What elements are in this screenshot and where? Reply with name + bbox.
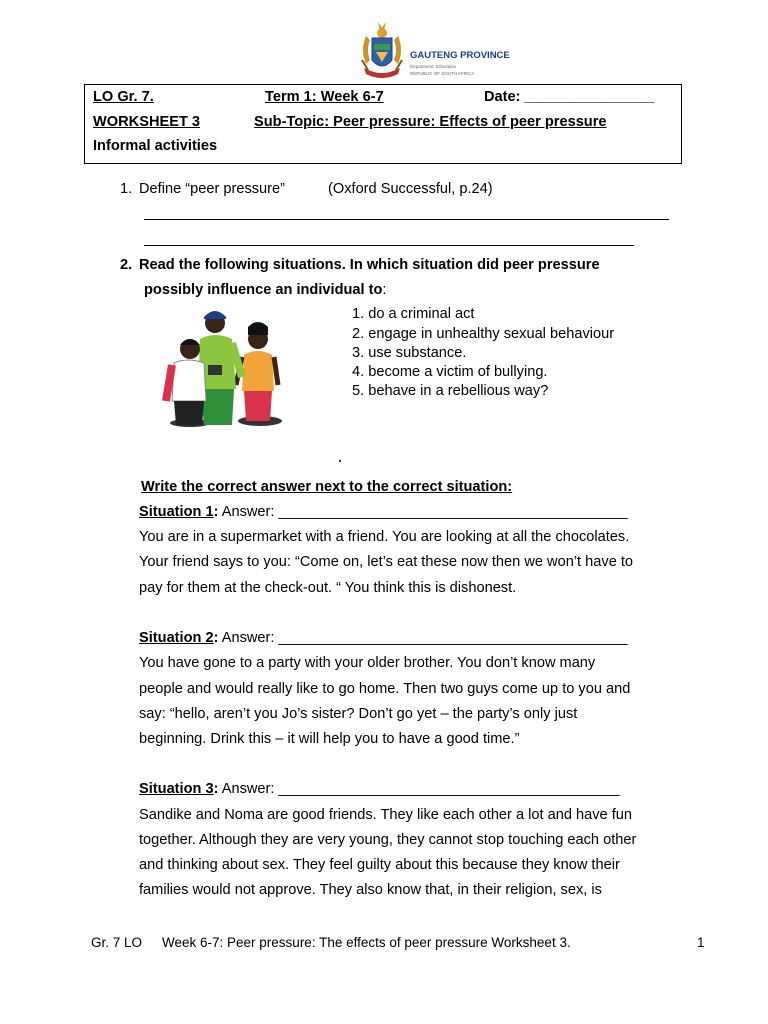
situation-3-header [139,781,619,797]
logo-title: GAUTENG PROVINCE [410,50,510,61]
page-number: 1 [697,935,705,950]
situation-2-text: say: “hello, aren’t you Jo’s sister? Don’t go yet – the party’s only just [139,706,578,722]
situation-2-answer[interactable]: Answer: ___________________________________________ [218,630,628,646]
grade-label: LO Gr. 7. [93,89,154,105]
situation-1-answer[interactable]: Answer: ___________________________________________ [218,504,628,520]
worksheet-label: WORKSHEET 3 [93,114,201,130]
subtopic-label: Sub-Topic: Peer pressure: Effects of peer pressure [254,114,607,130]
q1-text: Define “peer pressure” [139,181,286,197]
situation-3-text: and thinking about sex. They feel guilty about this because they know their [139,857,620,873]
situation-2-text: You have gone to a party with your older brother. You don’t know many [139,655,596,671]
option-item: 4. become a victim of bullying. [352,364,548,380]
option-item: 3. use substance. [352,345,467,361]
situation-1-colon: : [213,504,219,520]
logo-department: Department: Education [410,64,457,69]
gauteng-logo [356,20,510,86]
footer-title: Week 6-7: Peer pressure: The effects of peer pressure Worksheet 3. [162,935,571,950]
situation-1-text: Your friend says to you: “Come on, let’s eat these now then we won’t have to [139,554,634,570]
situation-3-colon: : [213,781,219,797]
situation-3-text: Sandike and Noma are good friends. They like each other a lot and have fun [139,807,632,823]
term-label: Term 1: Week 6-7 [265,89,384,105]
option-item: 5. behave in a rebellious way? [352,383,549,399]
footer-grade: Gr. 7 LO [91,935,143,950]
situation-2-label: Situation 2 [139,630,214,646]
situation-1-text: pay for them at the check-out. “ You think this is dishonest. [139,580,517,596]
situation-3-text: together. Although they are very young, they cannot stop touching each other [139,832,637,848]
q2-number: 2. [120,257,133,273]
option-item: 1. do a criminal act [352,306,475,322]
situation-3-label: Situation 3 [139,781,214,797]
q1-reference: (Oxford Successful, p.24) [328,181,493,197]
option-item: 2. engage in unhealthy sexual behaviour [352,326,615,342]
q1-number: 1. [120,181,133,197]
situation-3-text: families would not approve. They also know that, in their religion, sex, is [139,882,602,898]
situation-1-label: Situation 1 [139,504,214,520]
q2-line2: possibly influence an individual to [144,282,383,298]
situation-1-header [139,504,628,520]
situation-2-colon: : [213,630,219,646]
date-field[interactable]: Date: ________________ [484,89,655,105]
situation-3-answer[interactable]: Answer: __________________________________________ [218,781,620,797]
logo-country: REPUBLIC OF SOUTH AFRICA [410,71,475,76]
q1-answer-line-2[interactable] [144,245,634,246]
q2-colon: : [382,282,387,298]
coat-of-arms-icon [356,20,408,86]
instruction-heading: Write the correct answer next to the correct situation: [141,479,513,495]
peer-group-illustration [160,305,286,429]
situation-2-header [139,630,628,646]
situation-2-text: people and would really like to go home. Then two guys come up to you and [139,681,631,697]
situation-2-text: beginning. Drink this – it will help you to have a good time.” [139,731,520,747]
informal-label: Informal activities [93,138,218,154]
stray-dot: . [338,450,343,466]
q2-line1: Read the following situations. In which situation did peer pressure [139,257,600,273]
q1-answer-line-1[interactable] [144,219,669,220]
situation-1-text: You are in a supermarket with a friend. You are looking at all the chocolates. [139,529,630,545]
